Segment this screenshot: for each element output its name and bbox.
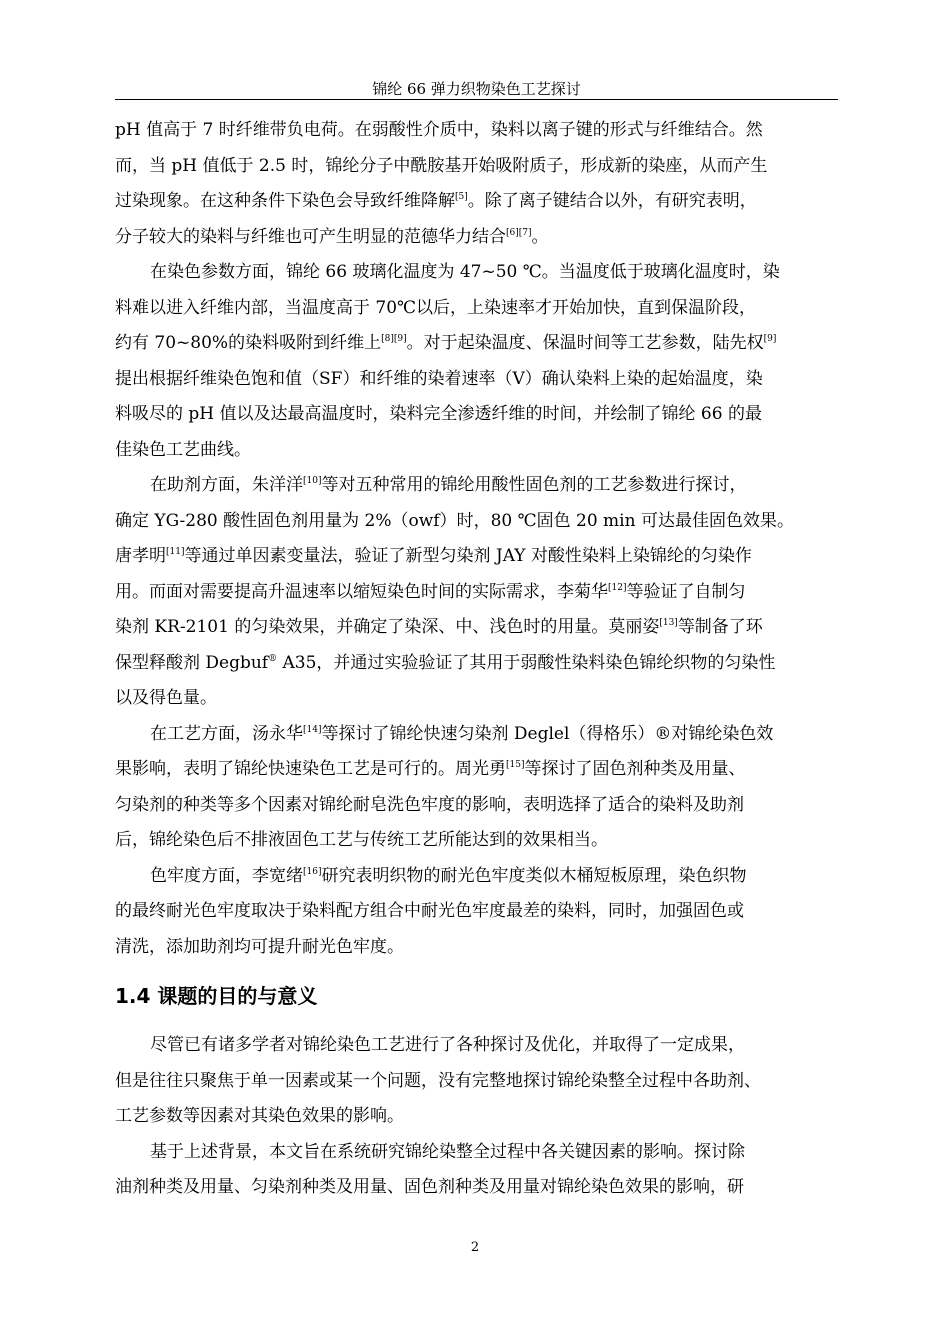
header-rule [115, 99, 838, 100]
text-line: 在染色参数方面，锦纶 66 玻璃化温度为 47~50 ℃。当温度低于玻璃化温度时，染 [150, 262, 780, 282]
text-line: 果影响，表明了锦纶快速染色工艺是可行的。周光勇[15]等探讨了固色剂种类及用量、 [115, 759, 746, 779]
text-line: 约有 70~80%的染料吸附到纤维上[8][9]。对于起染温度、保温时间等工艺参数，陆先权[9] [115, 333, 777, 353]
paragraph-group-background [115, 113, 838, 965]
citation-superscript: ® [268, 653, 278, 664]
citation-superscript: [9] [763, 334, 777, 344]
paragraph [115, 1135, 838, 1206]
running-header: 锦纶 66 弹力织物染色工艺探讨 [372, 80, 581, 98]
citation-superscript: [13] [659, 618, 678, 628]
text-line: 匀染剂的种类等多个因素对锦纶耐皂洗色牢度的影响，表明选择了适合的染料及助剂 [115, 794, 744, 815]
citation-superscript: [10] [303, 476, 322, 486]
text-line: 确定 YG-280 酸性固色剂用量为 2%（owf）时，80 ℃固色 20 min 可达最佳固色效果。 [115, 510, 794, 531]
text-line: 保型释酸剂 Degbuf® A35，并通过实验验证了其用于弱酸性染料染色锦纶织物的匀染性 [115, 652, 776, 673]
text-line: 过染现象。在这种条件下染色会导致纤维降解[5]。除了离子键结合以外，有研究表明， [115, 191, 757, 211]
citation-superscript: [5] [455, 192, 468, 202]
text-line: 用。而面对需要提高升温速率以缩短染色时间的实际需求，李菊华[12]等验证了自制匀 [115, 581, 746, 602]
text-line: 染剂 KR-2101 的匀染效果，并确定了染深、中、浅色时的用量。莫丽姿[13]等制备了环 [115, 617, 763, 637]
text-line: 佳染色工艺曲线。 [115, 439, 251, 460]
citation-superscript: [16] [303, 866, 322, 877]
citation-superscript: [11] [166, 547, 185, 557]
citation-superscript: [6][7] [506, 227, 532, 238]
paragraph [115, 717, 838, 859]
citation-superscript: [8][9] [381, 334, 407, 344]
citation-superscript: [12] [608, 582, 627, 593]
paragraph-group-purpose [115, 1028, 838, 1206]
text-line: 工艺参数等因素对其染色效果的影响。 [115, 1106, 404, 1126]
text-line: 唐孝明[11]等通过单因素变量法，验证了新型匀染剂 JAY 对酸性染料上染锦纶的匀染作 [115, 546, 752, 566]
paragraph [115, 859, 838, 966]
text-line: 清洗，添加助剂均可提升耐光色牢度。 [115, 936, 404, 957]
text-line: 色牢度方面，李宽绪[16]研究表明织物的耐光色牢度类似木桶短板原理，染色织物 [150, 865, 747, 886]
text-line: 基于上述背景，本文旨在系统研究锦纶染整全过程中各关键因素的影响。探讨除 [150, 1141, 745, 1162]
text-line: 料难以进入纤维内部，当温度高于 70℃以后，上染速率才开始加快，直到保温阶段， [115, 297, 757, 318]
citation-superscript: [15] [506, 760, 525, 770]
page-number: 2 [470, 1240, 480, 1255]
section-heading: 1.4 课题的目的与意义 [115, 984, 318, 1008]
text-line: 在工艺方面，汤永华[14]等探讨了锦纶快速匀染剂 Deglel（得格乐）®对锦纶染色效 [150, 723, 774, 744]
text-line: 料吸尽的 pH 值以及达最高温度时，染料完全渗透纤维的时间，并绘制了锦纶 66 的最 [115, 404, 762, 424]
paragraph [115, 1028, 838, 1135]
text-line: 提出根据纤维染色饱和值（SF）和纤维的染着速率（V）确认染料上染的起始温度，染 [115, 368, 763, 389]
text-line: 后，锦纶染色后不排液固色工艺与传统工艺所能达到的效果相当。 [115, 830, 608, 850]
text-line: 的最终耐光色牢度取决于染料配方组合中耐光色牢度最差的染料，同时，加强固色或 [115, 901, 744, 921]
citation-superscript: [14] [303, 724, 322, 735]
text-line: 尽管已有诸多学者对锦纶染色工艺进行了各种探讨及优化，并取得了一定成果， [150, 1035, 745, 1055]
text-line: 在助剂方面，朱洋洋[10]等对五种常用的锦纶用酸性固色剂的工艺参数进行探讨， [150, 475, 747, 495]
text-line: 以及得色量。 [115, 688, 217, 708]
text-line: 但是往往只聚焦于单一因素或某一个问题，没有完整地探讨锦纶染整全过程中各助剂、 [115, 1070, 761, 1091]
paragraph [115, 255, 838, 468]
paragraph [115, 113, 838, 255]
text-line: 分子较大的染料与纤维也可产生明显的范德华力结合[6][7]。 [115, 226, 549, 247]
text-line: pH 值高于 7 时纤维带负电荷。在弱酸性介质中，染料以离子键的形式与纤维结合。然 [115, 120, 763, 140]
text-line: 而，当 pH 值低于 2.5 时，锦纶分子中酰胺基开始吸附质子，形成新的染座，从而产生 [115, 155, 768, 176]
text-line: 油剂种类及用量、匀染剂种类及用量、固色剂种类及用量对锦纶染色效果的影响，研 [115, 1177, 744, 1197]
body-text [115, 113, 838, 1206]
paragraph [115, 468, 838, 717]
